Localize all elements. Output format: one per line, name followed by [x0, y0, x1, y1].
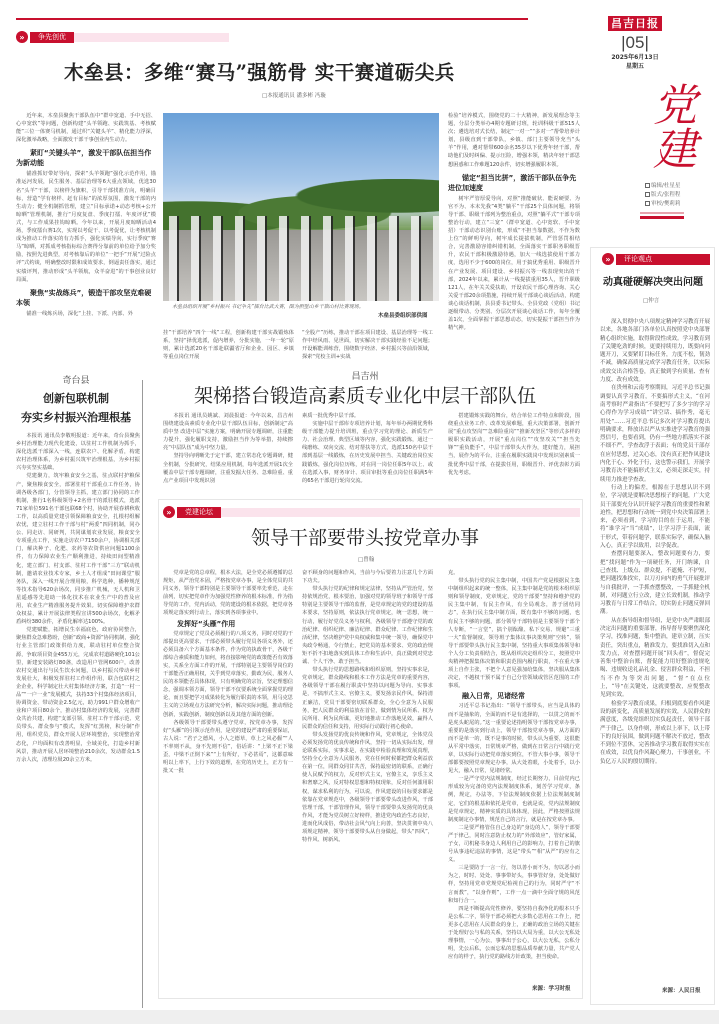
comment-para-1: 深入贯彻中央八项规定精神学习教育开展以来，各地各部门各单位认真按照党中央部署精心组织实施，取得阶段性成效。学习教育到了关键吃劲的时候，更要持续用力，既要向问题开刀，又要紧盯目标任务，力度不松，韧劲不减，确保高质量完成学习教育任务，以实际成效交出合格答卷，真正做到学有质量、查有力度、改有成效。 — [600, 319, 710, 384]
changji-column-2 — [302, 412, 433, 493]
forum-byline: □曾翰 — [358, 557, 375, 563]
qitai-body — [16, 432, 140, 1008]
section-tag-label: 党建论坛 — [177, 507, 221, 518]
lead-headline: 木垒县：多维“赛马”强筋骨 实干赛道砺尖兵 — [64, 61, 455, 84]
divider — [640, 216, 684, 219]
qitai-headline-2: 夯实乡村振兴治理根基 — [21, 411, 131, 424]
forum-column-2 — [302, 569, 433, 995]
lead-column-4 — [448, 112, 580, 364]
forum-col1-a: 党章是党的总章程，根本大法，是全党必须遵循的总规矩，从严治党本固，严格按党章办事，是全体党员的共同义务，领导干部特别是主要领导干部要率先垂范，走在前列，切实把党章作为加强党性修养的根本标准，作为指导党的工作，党内活动，党的建设的根本依据，把党章各项规定落实到行动上，落实到各项事业中。 — [163, 570, 293, 617]
forum-col3-a: 克。 — [448, 570, 459, 576]
paper-name: 昌吉日报 — [608, 16, 662, 31]
lead-subhead-3: 锚定“担当比拼”，激活干部队伍争先进位加速度 — [448, 173, 577, 192]
section-tag-forum — [163, 506, 580, 518]
section-tag-comment — [602, 253, 710, 265]
qitai-county: 奇台县 — [62, 376, 90, 386]
double-chevron-icon: » — [163, 506, 175, 518]
forum-col1-b: 党章规定了党员必须履行的八项义务，同时对党的干部提出更高要求，干部必须带头履行党员各项义务外，还必须具备六个方面基本条件，作为党的执政骨干，各级干部综合素质和能力如何，将直接影响党的政策能否有效落实，关系全方面工作的开展，干部特别是主要领导岗位的干部能否正确用权，关乎到党章落实，勤政为民，服务人民的本领能否具体体现，只有明确党的宗旨，坚定理想信念，强调本领方面，领导干部不仅要系统全面掌握党的理论，而且要把学习成果转化为履行职责的本领，用马克思主义的立场观点方法研究分析，解决实际问题，推动理论创新，实践创新，制度创新以及其他方面的创新。 — [163, 630, 293, 718]
forum-col3-c: 习近平总书记指出：“领导干部带头，应当是具体的而不是抽象的，全面的而不是有选择的，一以贯之的而不是虎头蛇尾的。”这一重要论述指明领导干部按党章办事，重要的是落实到行动上，领导干部按党章办事，从方面的而不是单一的，既不是事的时候，带头认为重要，这很能从平常中落实，日常规章严格，做到在日常言行中践行党章，以实际行动把党章落实到位，不管大事小事，领导干部都要按照党章规定办事，从大处着眼，小处着手，以小见大，融入日常，见诸经常。 — [448, 703, 580, 775]
changji-region: 昌吉州 — [351, 372, 379, 382]
credit-box-icon — [645, 192, 650, 197]
section-tag-strip — [74, 33, 229, 42]
credit-box-icon — [645, 183, 650, 188]
comment-para-6: 检验学习教育成果，归根到底要看作风建设的新变化，高质量发展的实效，人民群众的满意度，各级党组织切实负起责任，领导干部严于律己，以身作则，形成以上率下，以上带下的良好氛围，做到问题不解决不放过，整改不到位不罢休，完善推动学习教育取得实实在在成效，以优良作风凝心聚力，干事创业，不负亿万人民的殷切期待。 — [600, 700, 710, 765]
page-number: |05| — [621, 33, 649, 52]
forum-col3-e: 二是要严格管住自己身边的“身边的人”，领导干部要严于律己，同时注意防止权力的“外部效应”，管好家属，子女，司机秘书身边人利用自己的影响力，打着自己的旗号从事违纪违法的事情，这是“带头”“相”从严”的应有之义。 — [448, 824, 580, 864]
issue-weekday: 星期五 — [625, 63, 644, 70]
forum-column-1 — [163, 569, 293, 995]
lead-subhead-2: 聚焦“实战练兵”，锻造干部攻坚克难硬本领 — [16, 288, 152, 307]
changji-col1-b: 坚持导向明晰先于定干部，建立常态化专题调研，健全机制，分批研究，结果应用机制，每年选派开展1次全覆盖中层干部专题调研，注重发掘大任务、急难险重、重点产业项目中发现识别 — [163, 453, 293, 484]
section-tag-label: 争先创优 — [30, 32, 74, 43]
lead-intro: 近年来，木垒县聚焦干部队伍中“群中宽道、手中无招、心中宽软”等问题，创新构建“头羊领跑、实践筑基、考核赋能”三位一体赛马机制，通过织“关键头羊”、精化能力浮深，深化激举战略，全面激发干部干事创业内生动力。 — [16, 113, 156, 144]
photo-people — [163, 216, 439, 301]
forum-col2-b: 带头执行党的纪律和规定法律，坚持从严管治党，坚持依规治党，根本要治，加强对党的领导班子和领导干部特别是主要领导干部的监督，是党章规定的党的建设的基本要求，坚持原则，依法执行党章规定，统一思想，统一行动，履行好党员义务与权利，各级领导干部遵守党的政治纪律、组织纪律、廉洁纪律、群众纪律、工作纪律和生活纪律，坚决维护党中央权威和集中统一领导，确保党中央政令畅通，令行禁止，把党员的基本要求、党的政治规矩不折不扣地落实到具体工作和生活中，真正做到对党忠诚、个人干净、敢于担当。 — [302, 586, 433, 666]
qitai-para-3: 党建赋能，拓增民生幸福底色，政府协同整合，聚焦群众急难愁盼，创新“政商+资源”协同机制，强化行业主管部门政策供给力度，联动驻村单位整合资源，争取项目资金455万元，完成农村道路硬化101公里，新建安装路灯80盏，改造用户管网600户，改善农村交通出行与民生饮水问题，以乡村振兴带动乡村发展壮大，积极发挥驻村工作组作用，联合包联村之企企业，科学制定壮大村集体经济方案，打造“一村一品”“一户一业”发展模式，扶持33个村集体经济项目，协调资金、带动资金2.5亿元，助力991户群众增收产业和户项目80余个，推动村集体经济的发展，完善群众共治共建，构建“支部引领、驻村工作干部示范、党员带头、群众参与”模式，发挥“红黑榜，积分制”作用，组织党员，群众开展人居环境整治，实现整治常态化，户均面积有改善明显，全域美化，打造乡村新风景，推动开展人居环境整治210余次，发动群众1.5万余人次，清理垃圾20余立方米。 — [16, 627, 140, 763]
changji-col2: 素质一批优秀中层干部。 — [302, 413, 360, 419]
forum-col3-b: 带头执行党的民主集中制，中国共产党是根据民主集中制组织起来的统一整体，民主集中制是党的根本组织原则和领导制度，党章规定，党的干部要“坚持和维护党的民主集中制，有民主作风，有全局观念，善于团结同志”，在执行民主集中制方面，既有集中不够的问题，也有民主不够的问题，部分领导干部特别是主要领导干部个人专断，“一言堂”，搞个别酝酿、私下交易、规避“三重一大”监督制度，领导班子集体议事决策规则“空转”，领导干部要带头执行民主集中制，坚持重大事项集体领导和个人分工负责相结合，既从组织决定组织分工，按照党中央精神把握集体决策和职责范围内履行职责，不在重大事项上自作主张，不把个人意见强加给集体，坚决服从集体决定，不越权干预不属于自己分管领域或管区范围的工作事项。 — [448, 578, 580, 690]
forum-headline: 领导干部要带头按党章办事 — [250, 527, 479, 549]
changji-col3: 搭建锻炼实践的舞台，结合单位工作特点和阶段，围绕重点业务工作、改革发展难题，重大决策部署，创新开展“重点攻坚岗”“急难险重岗”“推新攻坚区”等形式多样的履职实践活动，开展“重点岗位”“攻坚攻关”“担当先锋”“重负能手”，中层干部带头大作为，建好能力，展担当，展作为的平台，注重在履职实践岗中发现识别素质一批优秀中层干部，在提拔任用，职级晋升、评优表彰方面优先考虑。 — [448, 413, 580, 476]
lead-subhead-1: 紧盯“关键头羊”，激发干部队伍担当作为新动能 — [16, 149, 152, 168]
lead-byline: □本报通讯员 潘多彬 冯璇 — [262, 93, 326, 99]
forum-col3-g: 四是不断提高党性修养，要坚持自我净化的根本只手是公私二字，领导干部必须把大多数心思用在工作上，把更多心思用在人民群众的身上，正确的政治立场的关键在于处理好公与私的关系，坚持以大局为重，以大公无私处理事情，一心为公，事事出于公心，以大公无私，公私分明，先公后私，公而忘私的思想品质奉献力量，共产党人应有的样子，执行党的路线方针政策，担当使命。 — [448, 905, 580, 961]
changji-col2-b: 实施中层干部库专项培养计划，每年举办两期优秀科级干部能力提升培训班，重点学习党的理论、新质生产力、社会治理、典型区域等内容，强化实践锻炼，通过一线磨练、双向交流、结对帮扶等方式，选派150名中层干部到基层一线锻炼，在历史发展中担当、关键政治岗位实践锻炼，强化岗位历练，对在同一岗位任职5年以上、或在选派入事，财务审计、项目审批等重点岗位任职满5年的65名干部进行轮岗交流。 — [302, 421, 433, 484]
credits — [645, 182, 680, 209]
section-tag-label: 评论观点 — [616, 254, 710, 265]
lead-col4-text: 检验”培养模式，围绕党的二十大精神，新发展理念等主题，分层分类举办4期专题研讨班，轮训科级干部515人次；遴选培对式长结，制定“一对一”“多对一”帮带培养计划，县级直到干部带队，乡镇、部门主要领导充当“头羊”作用，遴对帮带600余名35岁以下优秀年轻干部，帮助他们及时纠偏、提示压险，增强本领，精决年轻干部思想困惑和工作难题120余件，切实增强履职本领。 — [448, 113, 580, 168]
comment-source: 来源：人民日报 — [662, 988, 701, 994]
qitai-para-2: 党建聚力，筑牢粮食安全之基，驻点联村护粮保产，聚焦粮食安全，部署驻村干部重点工作任务，协调各级各部门，分管领导主抓，建立部门协同的工作机制，推行1名科级领导+2名骨干的派驻模式，选派71家单位591名干部包联68个村，协助开展春耕秋收工作，以高质量党建引领保障粮食安全，扎根村组解农忧，建立驻村工作干部与村“两委”四同机制，同办公、同走访、同研判，共同谋划农业发展，粮食安全专项重点工作，实施走访农户7150余户，协调相关部门，解决种子、化肥、农药等农资供应问题1100余件，有力保障农业生产顺利推进，持续田间型精准化，建立部门、村支部、驻村工作干部“三方”联动机制，邀请农业技术专家，乡土人才组成“田间课堂”服务队，深入一线开展合理用粮，科学选种，播种规范等技术指导620余场次，同步推广机械，无人机和卫星遥感等先进助一体化技术在农业生产中的普及应用，农业生产精准服务提升效果。切实保障维护农群众权益，累计开展法律类程宣讲500余场次，化解矛盾纠纷380余件，矛盾化解率达100%。 — [16, 473, 140, 626]
forum-col3-d: 一是严守党内法规制度，经过长期努力，目前党内已形成较为完备的党内法规制度体系，刻苦学习党章，条例，规定，办法等，下位法规制度依据上位法规制度制定，它们的根基和依托是党章，也就是说，党内法规制度是党章规定，精神实质的具体体现，因此，严格按照法规制度制定办事情，规范自己的言行，就是在按党章办事。 — [448, 776, 580, 823]
lead-column-2 — [163, 329, 294, 362]
credit-proofread: 审校/樊莉莉 — [651, 201, 681, 207]
forum-subhead-2: 融入日常，见诸经常 — [462, 692, 525, 701]
qitai-para-1: 本报讯 通讯员李敬明报道：近年来，奇台县聚焦乡村治理能力现代化建设，以驻村工作机制为抓手，深化选派干部深入一线，连联农户、化解矛盾，构建农村治理体系，为乡村振兴筑牢治理根基，为乡村振兴夯实坚实基础。 — [16, 433, 140, 472]
lead-column-1 — [16, 112, 156, 368]
forum-subhead-1: 发挥好“头雁”作用 — [177, 619, 236, 628]
section-tag-strip — [221, 508, 580, 517]
qitai-header — [16, 376, 136, 425]
forum-source: 来源：学习时报 — [532, 986, 571, 992]
photo-credit: 木垒县委组织部供图 — [378, 313, 428, 319]
forum-col3-f: 三是要防于一言一行，勿以善小而不为，勿以恶小而为之，时时、处处、事事带好头，事事管好身，处处做好样，坚持用党章党规党纪检视自己的行为，同时严守“不言而教”，“以身作则”，工作一点一滴中全面守规的风范和知行合一。 — [448, 865, 580, 904]
comment-para-4: 查摆问题要深入，整改问题要有力，要把“找问题”作为一项硬任务，开门纳谏，自己查找、上级点、群众提，不遮掩、不护短，把问题找准找实，以刀刃向内的勇气开展批评与自我批评，一手抓查摆整改，一手抓健全机制，对问题立行立改，建立长效机制，推动学习教育与日常工作结合，切实防止问题反弹回潮。 — [600, 551, 710, 616]
lead-col4-text-2: 树牢严管厚爱导向，对照“推能破状、能说硬要、为官不为、本末先我”4类“躺平”干部25个具体问题，将领导干部、职级干部列为整治重点，对照“躺平式”干部专项整治行动，建立“三宽”（群中宽道、心中宽软、手中宽招）干部动态识别台账，形成“不担当靠数据，不作为数上位”的鲜明导向，树牢成长提拔机制，严管惩罚相结合，完善激励容错纠错机制，全面落实干部职务职级晋升，农民干部积极激励待遇，加大一线选拔使用干部力度，选用不少于600的岗位，用于搞优秀重用、职级晋升在产业发展、项目建设、乡村振兴等一线表现突出的干部，2024年以来，累计从一线提拔重用35人，晋升职级121人，在年关关爱扶助，开设农民干部心理咨询、关心关爱干部20余项措施，持续开展干部谈心谈话活动，构建谈心谈话机制，县县委书记带头、全县党政（党组）书记逐级带动、分类别、分层次开展谈心谈话工作，每年全覆盖1次，全面掌握干部思想动态，切实提振干部担当作为精气神。 — [448, 195, 580, 332]
forum-column-3 — [448, 569, 580, 982]
forum-col2-c: 带头执行党的思想路线和组织原则，坚持实事求是，党章规定，群众路线和根本工作方法是党章的重要内容，各级领导干部在履行职责中坚持以问题为导向、实事求是，不搞形式主义、官僚主义，要发扬亲民作风，保持清正廉洁，党员干部要密切联系群众，全心全意为人民服务，把人民群众的利益放在首位，做到情为民所系、权为民所用、利为民所谋，更好地推动工作落地见效，赢得人民群众的信任和支持，用实际行动践行初心使命。 — [302, 667, 433, 730]
top-rule — [16, 18, 528, 20]
lead-photo — [163, 113, 439, 301]
section-tag-lead — [16, 31, 229, 43]
comment-headline: 动真碰硬解决突出问题 — [603, 277, 703, 288]
changji-col1: 本报讯 通讯员姚斌、刘晨报道：今年以来，昌吉州围绕建设高素质专业化中层干部队伍目标，创新制定“高质中坚 改进中层”实施方案，明确开展专题调研，注重能力提升，强化履职支持，激励担当作为等举措，持续擦亮“中层队伍”成为中坚力量。 — [163, 413, 293, 452]
changji-column-1 — [163, 412, 293, 493]
photo-caption: 木垒县组织开展“乡村振兴 书记争先”擂台比武大赛，图为照壁山乡干旗山村比赛现场。 — [172, 304, 364, 310]
page-bottom-margin — [0, 1010, 719, 1024]
comment-para-2: 在贵州和云南考察期间，习近平总书记强调要认真学习教育，不要搞形式主义，“在河南考察时严肃指出“不要把写了多少字的学习心得作为学习成绩”“讲空话、搞作秀，毫无用处”……习近平总书记多次对学习教育提出明确要求，释放出以严从实推进学习教育的强烈信号，也要看到，仍有一些地方抓落实不深不细不严，学查改浮于表面；有的党员干部存在应付思想，过关心态，没有真正把作风建设内化于心、外化于行，这也警示我们，开展学习教育决不能搞形式主义，必须走深走实，持续用力推进学查改。 — [600, 385, 710, 483]
section-title: 党建 — [645, 82, 696, 170]
masthead — [594, 12, 676, 71]
lead-col3-text: “全股产”历练，推动干部在项目建设、基层治理等一线工作中经风雨、见世面，切实解决干部实践经验不足问题；开设解能训练营，围绕数字经济、乡村振兴等前沿领域，探索“党校主训+实战 — [302, 330, 433, 361]
double-chevron-icon: » — [16, 31, 28, 43]
changji-headline: 架梯搭台锻造高素质专业化中层干部队伍 — [193, 385, 536, 407]
lead-col2-text: 挂”干部培养“四个一线”工程，创新构建干部实战锻炼体系，坚持“择优选派，促内增养，分批实施，一年一轮”原则，累计选派20名干部赴联疆省厅和企业、园区、乡镇等重点岗位开展 — [163, 330, 294, 361]
forum-col2-a: 奋不顾身的问题和作风，当前与今后要着力注意几个方面下功夫。 — [302, 570, 433, 585]
changji-column-3 — [448, 412, 580, 493]
issue-date: 2025年6月13日 — [611, 54, 659, 61]
comment-para-3: 行动上的偏差，根源在于思想认识不到位，学习就是要解决思想根子的问题，广大党员干部要充分认识开展学习教育的重要性和紧迫性，把思想和行动统一到党中央决策部署上来，必须看到，学习的目的在于运用，不能将“谁学习”当“成绩”，让学习浮于表面，流于形式，带着问题学，联系实际学，确保入脑入心，真正学以致用，以学促改。 — [600, 484, 710, 550]
changji-header — [150, 372, 580, 408]
lead-column-3 — [302, 329, 433, 362]
forum-col1-c: 各级领导干部要带头遵守党章，按党章办事，发挥好“头雁”的引领示范作用，是党的建设严肃的重要保证，古人说：“君子之德风，小人之德草，草上之风必偃”“人不率则不从，身不先则不信”，俗话讲：“上梁不正下梁歪，中梁不正倒下来”“上有所好，下必甚焉”，这都意味明以上率下，上行下效的道理，在党的历史上，正方有一批又一批 — [163, 719, 293, 775]
column-divider — [142, 380, 143, 1008]
comment-para-5: 从在指导组和督导组，是党中央严肃眼部决定出问题的重要部署，指导督导要聚焦深化学习，找准问题，集中整治，建章立制，压实责任，突出重点，精准发力，要找准切入点和发力点，对查摆问题开展“回头看”，督促完善集中整治台账，督促能力用好整治违规吃喝、违规收送礼品礼金、侵害群众利益，不担当不作为等突出问题，“督”在点位上，“导”在关键处，这就要整改，应悦整改见到实效。 — [600, 617, 710, 699]
credit-box-icon — [645, 201, 650, 206]
credit-layout: 版式/张程程 — [651, 192, 681, 198]
divider — [640, 212, 684, 214]
qitai-headline-1: 创新包联机制 — [43, 392, 109, 405]
forum-col2-d: 带头发扬党的优良传统和作风，党章规定，全体党员必须发扬党的优良传统和作风，坚持一切从实际出发，理论联系实际，实事求是，在实践中检验真理和发展真理，坚持全心全意为人民服务，党在任何时候都把群众利益放在第一位，同群众同甘共苦，保持最密切的联系，正确行使人民赋予的权力，反对形式主义，官僚主义，享乐主义和奢靡之风，反对特权思想和特权现象，反对任何滥用职权，谋求私利的行为，可以说，作风建设的目标要求都是依靠在党章规范中，各级领导干部要带头改进作风，干部管理干部，干部管理作风，领导干部要带头发扬党的优良作风，才能为党员树立好榜样，推进党内政治生态良好，进而化风成俗，带动社会风气向上向善，坚决贯彻中央八项规定精神，领导干部要带头从自身做起，带头“四风”，特作风、树新风。 — [302, 731, 433, 844]
credit-editor: 编辑/杜星星 — [651, 183, 681, 189]
double-chevron-icon: » — [602, 253, 614, 265]
lead-para-1: 锚准抓好带好导向，探索“头羊领跑”强化示范作用，锚准运河发展，民生服务、基层治理等6大重点领域，优选30名“头羊”干部，以榜样为旗帜，引导干部找准方向，明确目标，营造“学有榜样、赶有目标”的浓厚氛围，激发干部的内生动力；健全机制抓管理，建立“目标承诺+动态考核+公开晾晒”管理机制，推行“月度复盘、季度打擂、年度评优”模式，与工作成果挂钩晾晒。今年以来，开展月度晾晒活动4场，季度擂台赛1次，实现以考促干、以考促优，让考核机制成为推动工作落实的有力抓手，强化实绩导向，实行季度“赛马”晾晒，对抓成考核指标综合赛得分靠前的单位给予加分奖励，按照先进典型，对考核靠后的单位“一把手”开展“过险点评”式约谈，明确整改时限和成效要求，倒逼责任落实，通过实绩评判，推动形成“头羊领航，众羊奋进”的干事创业良好局面。 — [16, 171, 156, 283]
comment-body — [600, 318, 710, 982]
lead-para-2: 锚准一线炼兵场，深化“上挂、下派、内部、外 — [26, 310, 133, 317]
comment-byline: □仲言 — [643, 298, 660, 304]
